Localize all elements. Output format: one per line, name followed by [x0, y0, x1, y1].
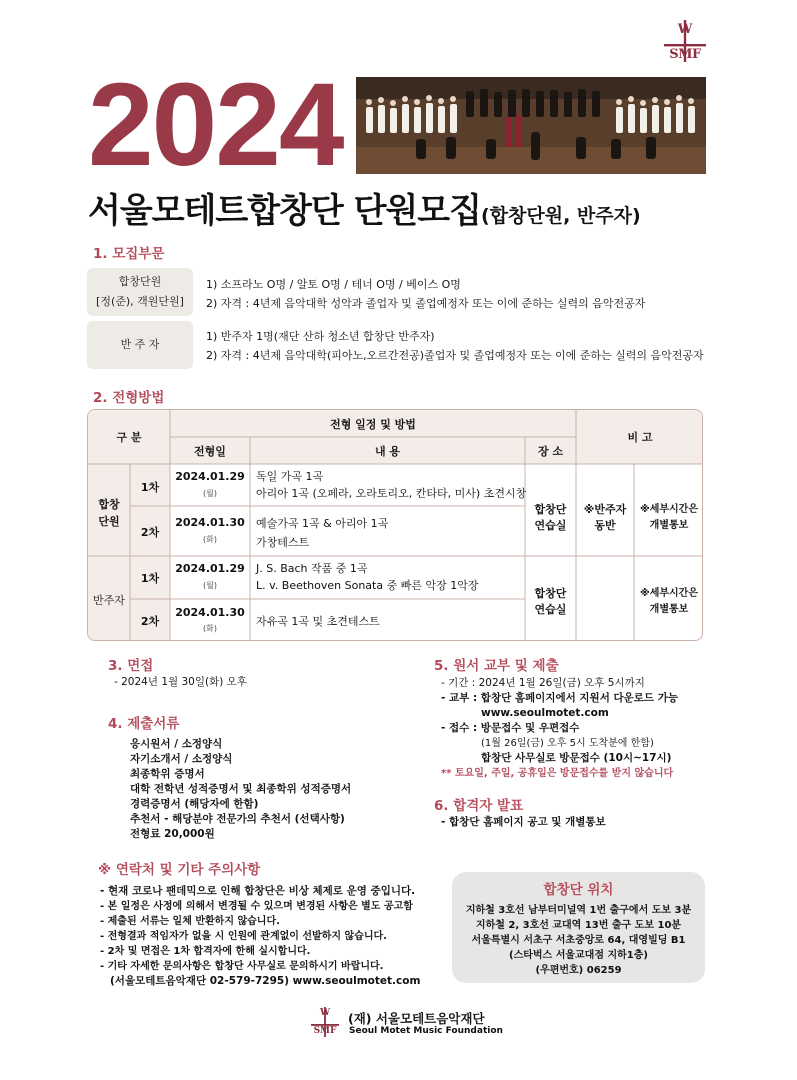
application-receipt-note: (1월 26일(금) 오후 5시 도착분에 한함)	[481, 738, 654, 749]
round-day: (화)	[203, 624, 217, 633]
round-label: 1차	[140, 481, 160, 494]
location-box	[452, 872, 705, 983]
category-accompanist-box	[87, 321, 193, 369]
section-recruit-heading: 1. 모집부문	[93, 246, 165, 262]
logo-smf: SMF	[669, 47, 701, 62]
document-item: 전형료 20,000원	[130, 828, 215, 840]
header-gubun: 구 분	[116, 431, 142, 444]
choir-photo	[356, 77, 706, 174]
category-choir-line2: [정(준), 객원단원]	[96, 295, 184, 308]
place-line: 연습실	[534, 519, 567, 532]
contact-item: - 제출된 서류는 일체 반환하지 않습니다.	[100, 916, 280, 927]
note-line: ※세부시간은	[639, 588, 699, 599]
contact-item: - 현재 코로나 팬데믹으로 인해 합창단은 비상 체제로 운영 중입니다.	[100, 885, 416, 897]
application-visit: 합창단 사무실로 방문접수 (10시~17시)	[481, 752, 672, 764]
page-title	[88, 183, 641, 232]
category-accompanist-details	[206, 327, 704, 365]
content-line: 아리아 1곡 (오페라, 오라토리오, 칸타타, 미사) 초견시창	[256, 487, 527, 500]
footer-foundation-name: (재) 서울모테트음악재단	[348, 1011, 485, 1026]
title-main: 서울모테트합창단 단원모집	[88, 191, 481, 231]
place-line: 합창단	[534, 503, 567, 516]
choir-illustration	[356, 77, 706, 174]
round-label: 2차	[140, 615, 160, 628]
header-schedule: 전형 일정 및 방법	[330, 418, 416, 431]
logo-w: W	[677, 22, 693, 37]
document-item: 경력증명서 (해당자에 한함)	[130, 798, 259, 810]
smf-logo	[660, 18, 710, 64]
group-choir-line2: 단원	[98, 515, 120, 528]
note-line: 동반	[594, 519, 616, 532]
group-accompanist: 반주자	[93, 594, 125, 607]
application-url: www.seoulmotet.com	[481, 707, 609, 719]
document-item: 자기소개서 / 소정양식	[130, 753, 233, 765]
content-line: 독일 가곡 1곡	[256, 470, 324, 483]
round-date: 2024.01.30	[175, 606, 245, 619]
contact-list	[100, 884, 420, 989]
accompanist-detail-line: 1) 반주자 1명(재단 산하 청소년 합창단 반주자)	[206, 330, 435, 343]
section-selection-heading: 2. 전형방법	[93, 390, 165, 406]
place-line: 합창단	[534, 587, 567, 600]
note-time-accompanist	[634, 586, 703, 618]
documents-list	[130, 737, 351, 842]
round-label: 1차	[140, 572, 160, 585]
group-choir	[88, 496, 130, 530]
category-choir-details	[206, 275, 645, 313]
location-line: (스타벅스 서울교대점 지하1층)	[509, 950, 648, 961]
contact-phone: (서울모테트음악재단 02-579-7295) www.seoulmotet.com	[110, 975, 421, 987]
round-content	[256, 468, 526, 502]
location-line: 서울특별시 서초구 서초중앙로 64, 대영빌딩 B1	[471, 935, 686, 946]
location-line: 지하철 3호선 남부터미널역 1번 출구에서 도보 3분	[465, 905, 692, 916]
application-warning: ** 토요일, 주일, 공휴일은 방문접수를 받지 않습니다	[441, 768, 674, 779]
category-choir-line1: 합창단원	[118, 275, 162, 288]
group-choir-line1: 합창	[98, 498, 120, 511]
footer-logo-w: W	[319, 1008, 331, 1018]
content-line: 예술가곡 1곡 & 아리아 1곡	[256, 517, 389, 530]
content-line: 자유곡 1곡 및 초견테스트	[256, 615, 380, 628]
note-line: ※세부시간은	[639, 504, 699, 515]
title-sub: (합창단원, 반주자)	[480, 205, 641, 227]
note-line: ※반주자	[583, 503, 627, 516]
contact-item: - 2차 및 면접은 1차 합격자에 한해 실시합니다.	[100, 946, 311, 957]
header-content: 내 용	[374, 445, 401, 458]
category-accompanist-label: 반 주 자	[120, 338, 160, 351]
selection-table	[87, 409, 703, 641]
place-choir	[525, 502, 576, 534]
category-choir-box	[87, 268, 193, 316]
footer-foundation-name-en: Seoul Motet Music Foundation	[349, 1026, 503, 1036]
place-accompanist	[525, 586, 576, 618]
application-receipt: - 접수 : 방문접수 및 우편접수	[441, 722, 580, 734]
year-heading: 2024	[88, 59, 343, 191]
contact-item: - 기타 자세한 문의사항은 합창단 사무실로 문의하시기 바랍니다.	[100, 961, 384, 972]
location-lines	[452, 903, 705, 978]
note-line: 개별통보	[649, 604, 689, 615]
round-date: 2024.01.29	[175, 562, 245, 575]
footer-logo	[308, 1006, 342, 1038]
header-note: 비 고	[627, 431, 653, 444]
header-date: 전형일	[194, 445, 226, 458]
accompanist-detail-line: 2) 자격 : 4년제 음악대학(피아노,오르간전공)졸업자 및 졸업예정자 또는 이에 준하는 실력의 음악전공자	[206, 349, 704, 362]
section-documents-heading: 4. 제출서류	[108, 716, 180, 732]
document-item: 응시원서 / 소정양식	[130, 738, 223, 750]
note-accompanist	[576, 502, 634, 534]
section-announcement-heading: 6. 합격자 발표	[434, 798, 524, 814]
content-line: J. S. Bach 작품 중 1곡	[256, 562, 368, 575]
round-day: (월)	[203, 581, 217, 590]
choir-detail-line: 2) 자격 : 4년제 음악대학 성악과 졸업자 및 졸업예정자 또는 이에 준하는 실력의 음악전공자	[206, 297, 646, 310]
footer-logo-smf: SMF	[313, 1026, 337, 1036]
location-line: (우편번호) 06259	[535, 965, 622, 976]
round-date: 2024.01.29	[175, 470, 245, 483]
document-item: 최종학위 증명서	[130, 768, 205, 780]
application-distribution: - 교부 : 합창단 홈페이지에서 지원서 다운로드 가능	[441, 692, 679, 704]
contact-item: - 본 일정은 사정에 의해서 변경될 수 있으며 변경된 사항은 별도 공고함	[100, 901, 413, 912]
round-day: (월)	[203, 489, 217, 498]
place-line: 연습실	[534, 603, 567, 616]
location-line: 지하철 2, 3호선 교대역 13번 출구 도보 10분	[475, 920, 682, 931]
document-item: 추천서 - 해당분야 전문가의 추천서 (선택사항)	[130, 813, 345, 825]
round-label: 2차	[140, 526, 160, 539]
round-date: 2024.01.30	[175, 516, 245, 529]
round-content	[256, 514, 388, 552]
round-day: (화)	[203, 535, 217, 544]
note-time-choir	[634, 502, 703, 534]
header-place: 장 소	[537, 445, 564, 458]
note-line: 개별통보	[649, 520, 689, 531]
round-content	[256, 560, 478, 594]
contact-heading: ※ 연락처 및 기타 주의사항	[98, 862, 261, 878]
choir-detail-line: 1) 소프라노 O명 / 알토 O명 / 테너 O명 / 베이스 O명	[206, 278, 461, 291]
application-details	[441, 676, 678, 781]
location-heading: 합창단 위치	[543, 882, 614, 898]
contact-item: - 전형결과 적임자가 없을 시 인원에 관계없이 선발하지 않습니다.	[100, 931, 387, 942]
application-period: - 기간 : 2024년 1월 26일(금) 오후 5시까지	[441, 677, 645, 689]
content-line: L. v. Beethoven Sonata 중 빠른 악장 1악장	[256, 579, 479, 592]
document-item: 대학 전학년 성적증명서 및 최종학위 성적증명서	[130, 783, 352, 795]
section-application-heading: 5. 원서 교부 및 제출	[434, 658, 559, 674]
interview-date: - 2024년 1월 30일(화) 오후	[114, 676, 247, 688]
announcement-text: - 합창단 홈페이지 공고 및 개별통보	[441, 816, 606, 828]
section-interview-heading: 3. 면접	[108, 658, 154, 674]
content-line: 가창테스트	[256, 536, 310, 549]
round-content	[256, 613, 380, 629]
